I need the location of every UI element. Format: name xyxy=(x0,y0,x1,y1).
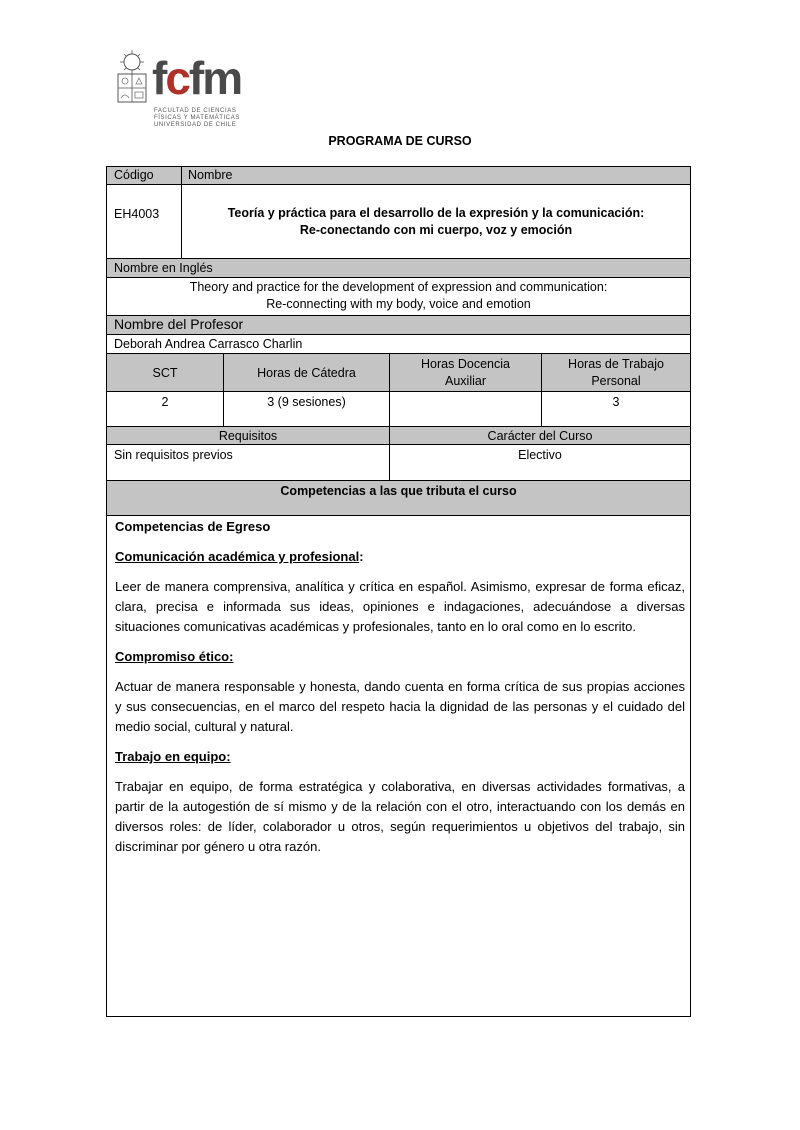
requirements-label: Requisitos xyxy=(218,429,278,443)
code-label: Código xyxy=(114,168,154,182)
course-name: Teoría y práctica para el desarrollo de la expresión y la comunicación: Re-conectando con mi cuerpo, voz y emoción xyxy=(227,206,645,237)
competency-title: Trabajo en equipo: xyxy=(115,749,231,764)
english-name-label: Nombre en Inglés xyxy=(114,261,213,275)
name-label: Nombre xyxy=(188,168,233,182)
lecture-hours-header: Horas de Cátedra xyxy=(257,366,356,380)
egreso-title: Competencias de Egreso xyxy=(115,519,271,534)
sct-header: SCT xyxy=(152,366,178,380)
competencies-content xyxy=(115,517,685,857)
university-seal-icon xyxy=(112,48,152,108)
requirements-value: Sin requisitos previos xyxy=(114,448,233,462)
course-character-label: Carácter del Curso xyxy=(487,429,593,443)
course-code: EH4003 xyxy=(114,207,160,221)
document-title: PROGRAMA DE CURSO xyxy=(328,134,472,148)
logo-wordmark: fcfm xyxy=(152,52,242,104)
logo-subtitle: FACULTAD DE CIENCIAS FÍSICAS Y MATEMÁTICAS UNIVERSIDAD DE CHILE xyxy=(154,108,240,128)
course-character-value: Electivo xyxy=(518,448,562,462)
competency-text: Actuar de manera responsable y honesta, dando cuenta en forma crítica de sus propias acciones y sus consecuencias, en el marco del respeto hacia la dignidad de las personas y el cuidado del medio social, cultural y natural. xyxy=(115,679,685,734)
professor-name: Deborah Andrea Carrasco Charlin xyxy=(114,337,303,351)
professor-label: Nombre del Profesor xyxy=(114,316,244,332)
competency-text: Leer de manera comprensiva, analítica y crítica en español. Asimismo, expresar de forma eficaz, clara, precisa e informada sus ideas, opiniones e indagaciones, adecuándose a diversas situaciones comunicativas académicas y profesionales, tanto en lo oral como en lo escrito. xyxy=(115,579,685,634)
competency-title: Compromiso ético: xyxy=(115,649,234,664)
competency-text: Trabajar en equipo, de forma estratégica y colaborativa, en diversas actividades formativas, a partir de la autogestión de sí mismo y de la relación con el otro, interactuando con los demás en diversos roles: de líder, colaborador u otros, según requerimientos u objetivos del trabajo, sin discriminar por género u otra razón. xyxy=(115,779,685,854)
competencies-title: Competencias a las que tributa el curso xyxy=(280,484,517,498)
competency-title: Comunicación académica y profesional: xyxy=(115,549,364,564)
english-name: Theory and practice for the development of expression and communication: Re-connecting with my body, voice and emotion xyxy=(189,280,608,311)
personal-work-hours-header: Horas de Trabajo Personal xyxy=(568,357,664,388)
sct-value: 2 xyxy=(161,395,169,409)
lecture-hours-value: 3 (9 sesiones) xyxy=(267,395,346,409)
auxiliary-hours-header: Horas Docencia Auxiliar xyxy=(421,357,510,388)
personal-work-hours-value: 3 xyxy=(612,395,620,409)
fcfm-logo xyxy=(112,48,252,132)
